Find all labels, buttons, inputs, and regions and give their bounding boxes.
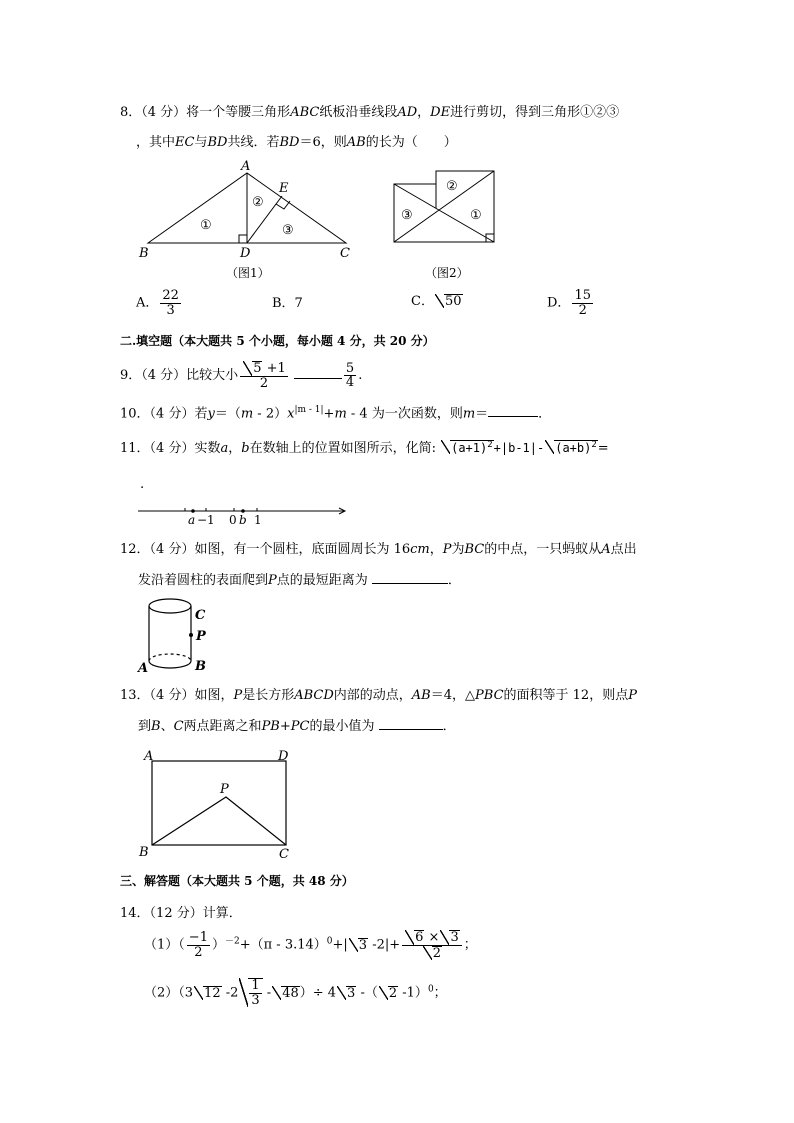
q13-line1: 13．（4 分）如图，P是长方形ABCD内部的动点，AB＝4，△PBC的面积等于 12，则点P (120, 688, 637, 703)
rect-label-C: C (279, 847, 289, 862)
cyl-label-C: C (195, 608, 206, 623)
axis-label-one: 1 (254, 513, 262, 527)
fig2-piece-2: ② (446, 179, 458, 194)
q12-line1: 12．（4 分）如图，有一个圆柱，底面圆周长为 16cm，P为BC的中点，一只蚂蚁从A点出 (120, 542, 637, 557)
fig2-caption: （图2） (425, 266, 469, 280)
cyl-label-A: A (138, 661, 149, 676)
q8-option-c: C． 50 (411, 294, 462, 309)
rect-label-A: A (144, 749, 154, 764)
q11-end-dot: . (140, 477, 145, 492)
section3-heading: 三、解答题（本大题共 5 个题，共 48 分） (120, 874, 354, 888)
fig1-piece-1: ① (200, 218, 212, 233)
rect-label-D: D (278, 749, 289, 764)
fig1-label-D: D (240, 246, 251, 261)
q8-option-a: A． $\frac{22}{3}$ (136, 288, 179, 318)
fig1-piece-2: ② (252, 195, 264, 210)
axis-label-a: a (188, 513, 196, 527)
cyl-label-B: B (195, 659, 206, 674)
rect-label-B: B (139, 845, 149, 860)
q8-line1: 8．（4 分）将一个等腰三角形ABC纸板沿垂线段AD，DE进行剪切，得到三角形①②③ (120, 105, 620, 120)
q14-part1: （1）（ $\frac{-1}{2}$ ）$^{-2}$+（π - 3.14）$^0$+| 3 -2|+ $\frac{6 \times 3}{2}$ ； (144, 930, 477, 961)
section2-heading: 二.填空题（本大题共 5 个小题，每小题 4 分，共 20 分） (120, 334, 435, 348)
q13-line2: 到B、C两点距离之和PB+PC的最小值为 ． (138, 719, 456, 734)
q12-answer-blank[interactable] (372, 583, 448, 584)
q8-line2: ，其中EC与BD共线．若BD＝6，则AB的长为（ ） (136, 135, 457, 150)
fig1-caption: （图1） (226, 266, 270, 280)
q14-part2: （2）（3 12 -2 $\frac{1}{3}$ - 48）÷ 4 3 -（ 2 -1）$^0$； (144, 978, 447, 1008)
axis-label-b: b (239, 513, 247, 527)
q14-title: 14．（12 分）计算． (120, 906, 242, 921)
q10-answer-blank[interactable] (488, 416, 538, 417)
fig2-piece-1: ① (470, 208, 482, 223)
q11: 11．（4 分）实数a，b在数轴上的位置如图所示，化简: $(a+1)^2+|b-1|-$ $(a+b)^2=$ (120, 440, 609, 456)
fig2-piece-3: ③ (401, 208, 413, 223)
cyl-label-P: P (196, 629, 206, 644)
axis-label-zero: 0 (229, 513, 237, 527)
fig1-label-A: A (241, 159, 251, 174)
q10: 10．（4 分）若$y=(m - 2)x^{|m - 1|}+m - 4$ 为一次函数，则m＝ ． (120, 405, 552, 422)
q13-answer-blank[interactable] (379, 729, 443, 730)
q8-option-d: D． $\frac{15}{2}$ (547, 288, 591, 318)
q12-line2: 发沿着圆柱的表面爬到P点的最短距离为 ． (138, 573, 461, 588)
fig1-label-B: B (139, 246, 149, 261)
rect-label-P: P (220, 782, 229, 797)
fig1-label-C: C (340, 246, 350, 261)
q9: 9．（4 分）比较大小 $\frac{5 +1}{2}$ $\frac{5}{4}$ . (120, 360, 363, 391)
q9-answer-blank[interactable] (294, 378, 342, 379)
axis-label-minus1: −1 (197, 513, 215, 527)
q8-option-b: B．7 (272, 296, 303, 311)
fig1-label-E: E (279, 181, 289, 196)
fig1-piece-3: ③ (282, 223, 294, 238)
